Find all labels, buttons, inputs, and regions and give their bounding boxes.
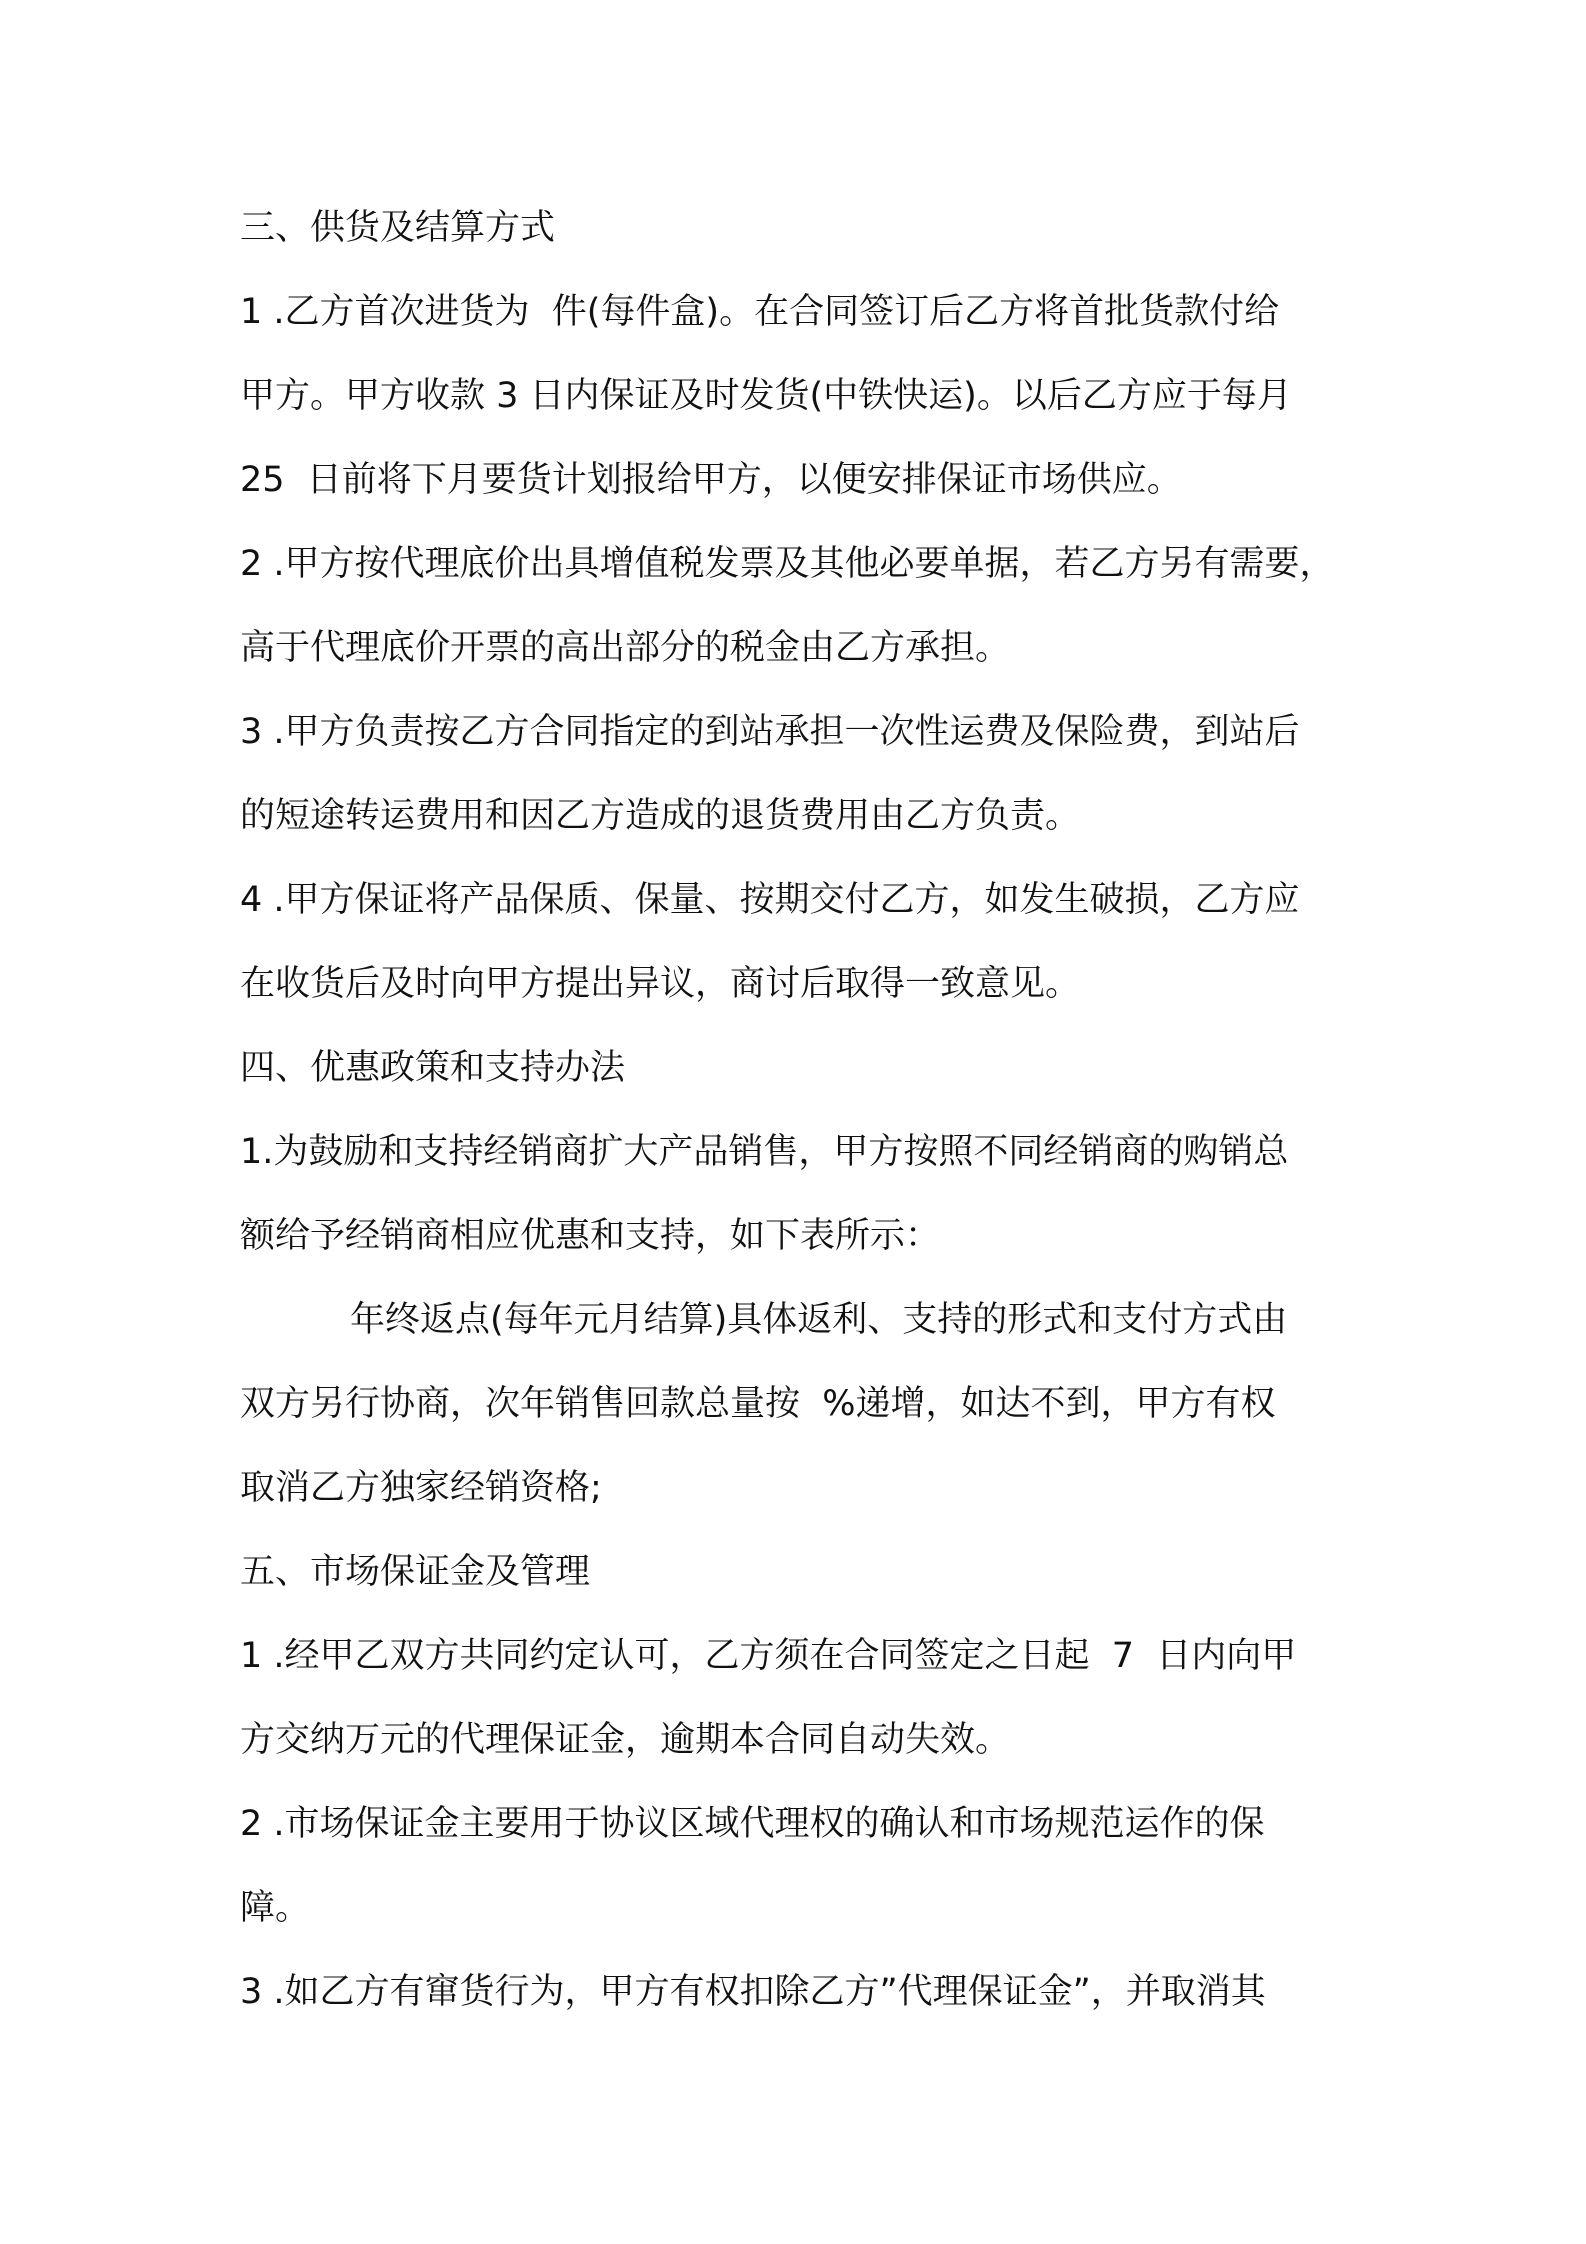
paragraph-line: 3 .如乙方有窜货行为，甲方有权扣除乙方”代理保证金”，并取消其 [240, 1972, 1266, 2012]
paragraph-line: 高于代理底价开票的高出部分的税金由乙方承担。 [240, 628, 1011, 668]
paragraph-line: 在收货后及时向甲方提出异议，商讨后取得一致意见。 [240, 964, 1081, 1004]
paragraph-line: 方交纳万元的代理保证金，逾期本合同自动失效。 [240, 1720, 1011, 1760]
paragraph-line: 取消乙方独家经销资格; [240, 1468, 602, 1508]
paragraph-line: 2 .甲方按代理底价出具增值税发票及其他必要单据，若乙方另有需要， [240, 544, 1335, 584]
paragraph-line: 障。 [240, 1888, 311, 1928]
paragraph-line: 1.为鼓励和支持经销商扩大产品销售，甲方按照不同经销商的购销总 [240, 1132, 1289, 1172]
paragraph-line: 3 .甲方负责按乙方合同指定的到站承担一次性运费及保险费，到站后 [240, 712, 1300, 752]
paragraph-line: 1 .乙方首次进货为 件(每件盒)。在合同签订后乙方将首批货款付给 [240, 292, 1280, 332]
paragraph-line: 1 .经甲乙双方共同约定认可，乙方须在合同签定之日起 7 日内向甲 [240, 1636, 1297, 1676]
section-heading-4: 四、优惠政策和支持办法 [240, 1048, 626, 1088]
paragraph-line: 2 .市场保证金主要用于协议区域代理权的确认和市场规范运作的保 [240, 1804, 1265, 1844]
paragraph-line: 4 .甲方保证将产品保质、保量、按期交付乙方，如发生破损，乙方应 [240, 880, 1300, 920]
paragraph-line: 双方另行协商，次年销售回款总量按 %递增，如达不到，甲方有权 [240, 1384, 1276, 1424]
paragraph-line: 甲方。甲方收款 3 日内保证及时发货(中铁快运)。以后乙方应于每月 [240, 376, 1292, 416]
paragraph-line: 的短途转运费用和因乙方造成的退货费用由乙方负责。 [240, 796, 1081, 836]
paragraph-line: 额给予经销商相应优惠和支持，如下表所示： [240, 1216, 941, 1256]
section-heading-5: 五、市场保证金及管理 [240, 1552, 591, 1592]
paragraph-line: 25 日前将下月要货计划报给甲方，以便安排保证市场供应。 [240, 460, 1182, 500]
paragraph-line-indented: 年终返点(每年元月结算)具体返利、支持的形式和支付方式由 [350, 1300, 1288, 1340]
section-heading-3: 三、供货及结算方式 [240, 208, 556, 248]
